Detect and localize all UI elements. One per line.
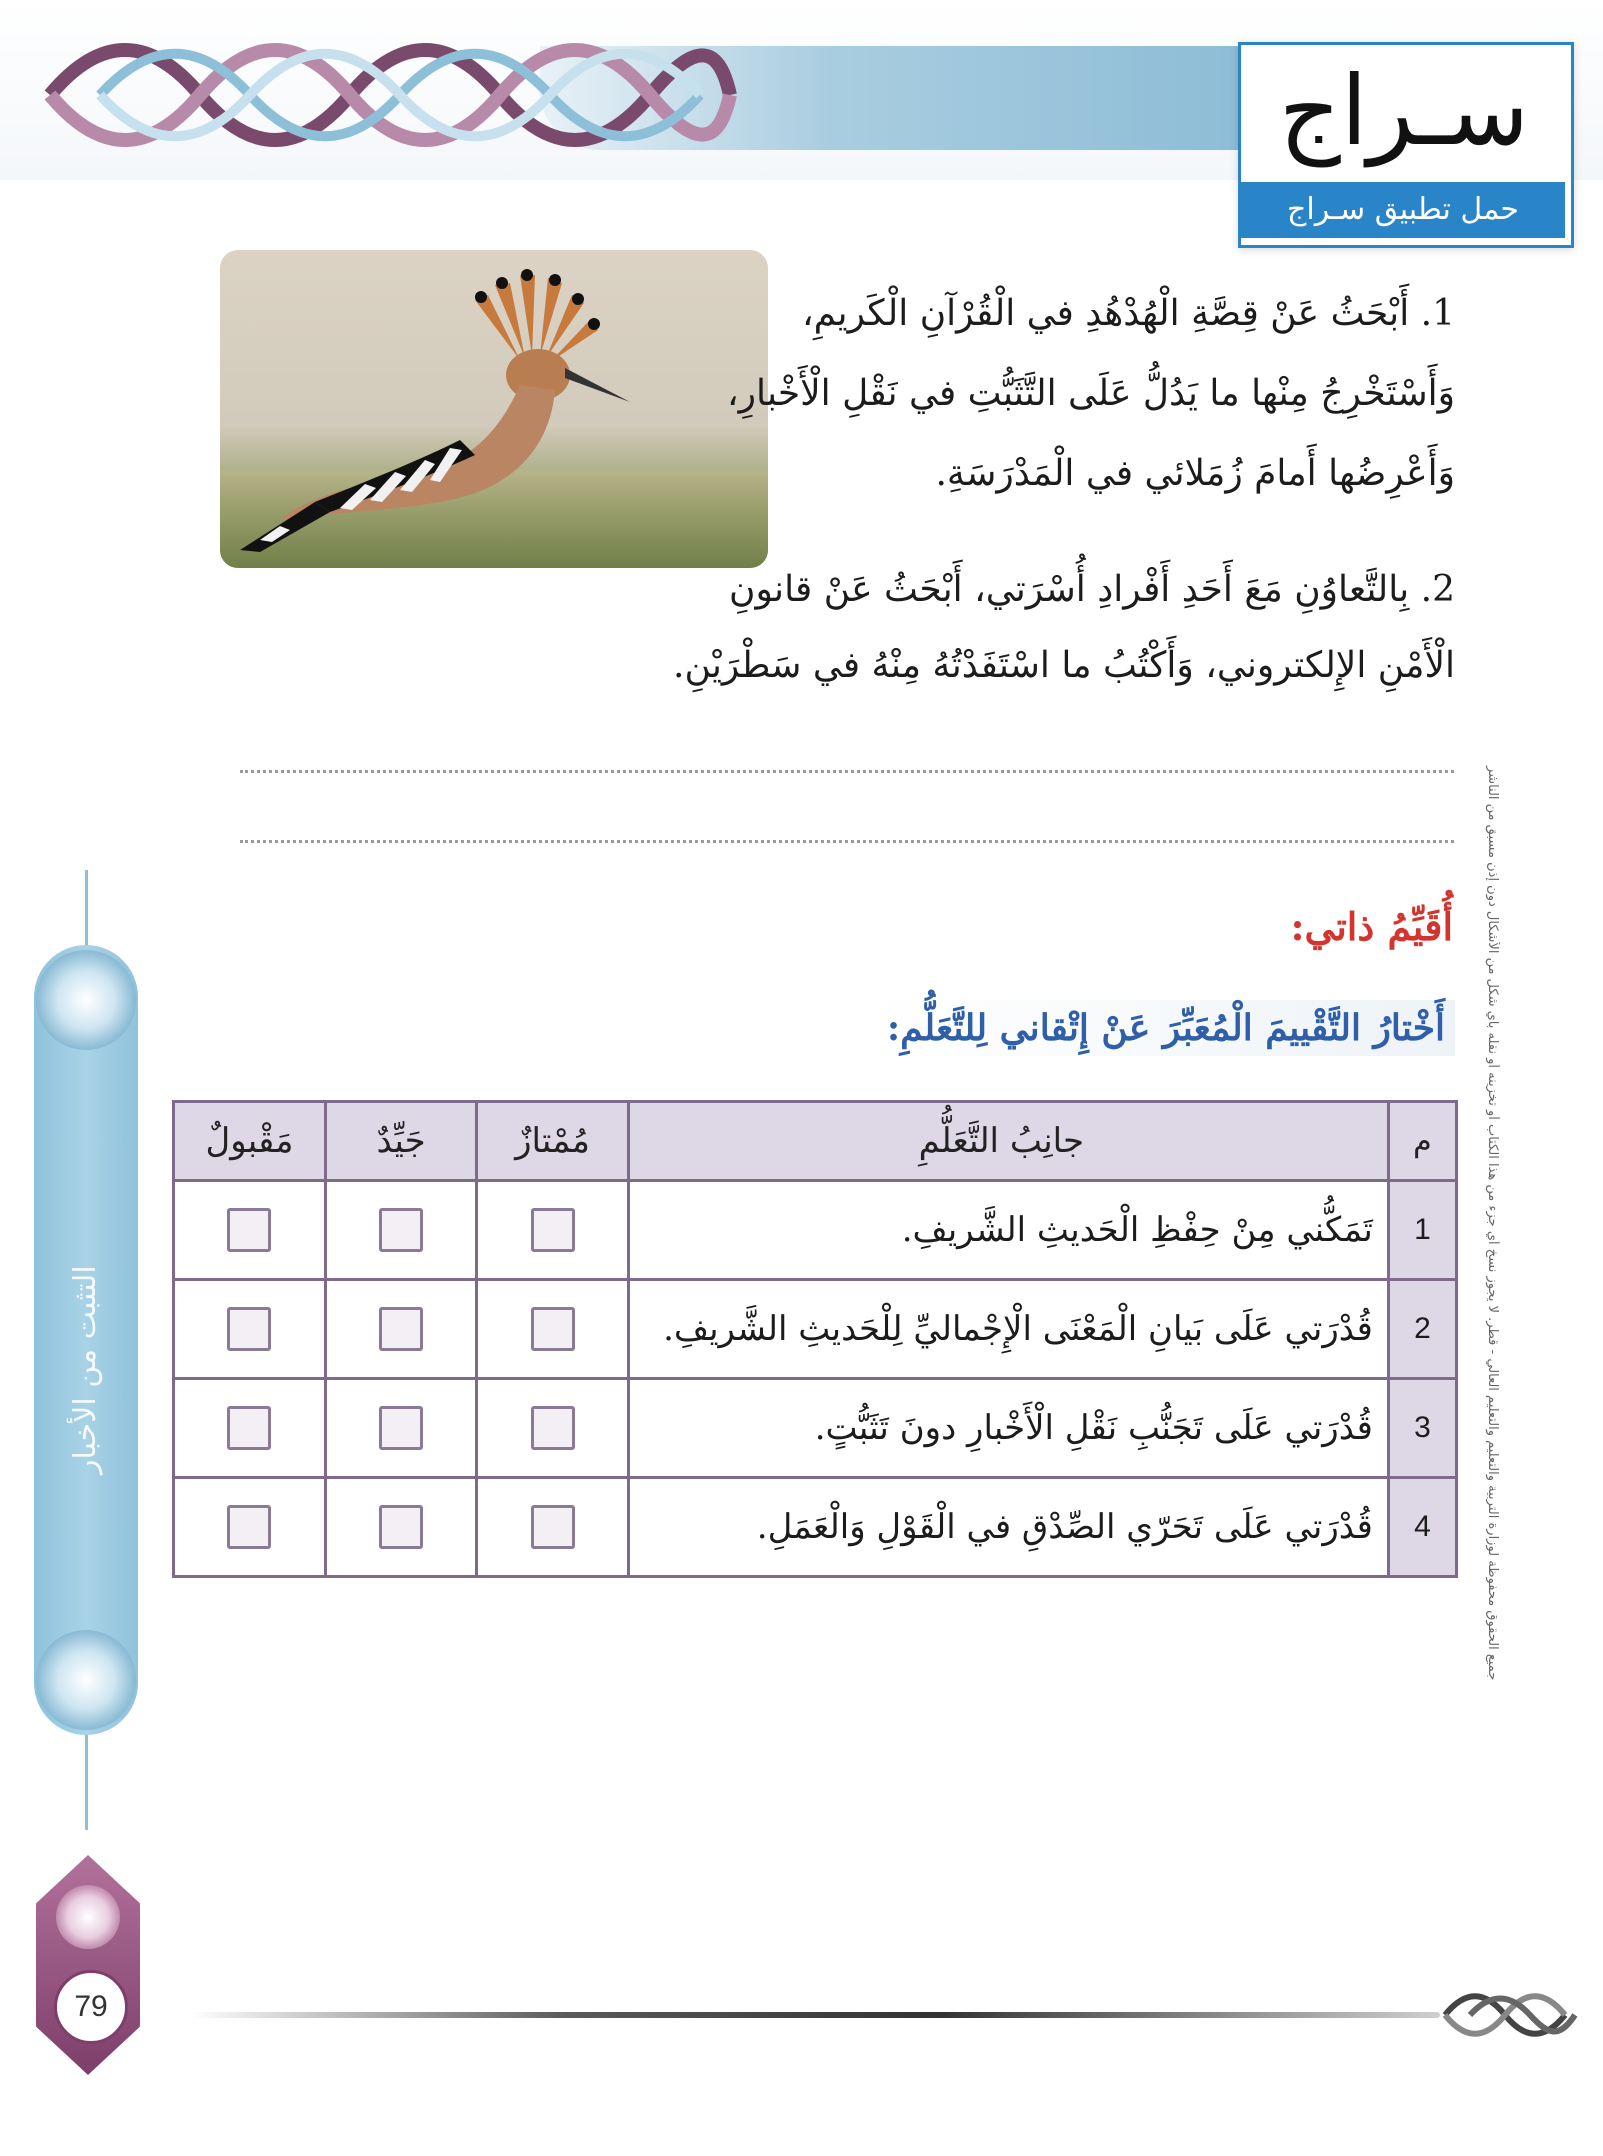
app-download-banner[interactable]: حمل تطبيق سـراج xyxy=(1241,182,1565,238)
excellent-cell xyxy=(477,1181,629,1280)
assessment-instruction: أَخْتارُ التَّقْييمَ الْمُعَبِّرَ عَنْ إِتْقاني لِلتَّعَلُّمِ: xyxy=(873,1000,1455,1056)
excellent-cell xyxy=(477,1379,629,1478)
logo-text: سـراج xyxy=(1278,55,1530,167)
header-num: م xyxy=(1388,1102,1456,1181)
good-cell xyxy=(325,1280,476,1379)
footer-rule xyxy=(190,2012,1440,2018)
row-num: 2 xyxy=(1388,1280,1456,1379)
good-checkbox[interactable] xyxy=(379,1208,423,1252)
answer-line-1[interactable] xyxy=(240,770,1454,773)
medallion-icon xyxy=(36,950,136,1050)
header-acceptable: مَقْبولٌ xyxy=(174,1102,326,1181)
excellent-checkbox[interactable] xyxy=(531,1406,575,1450)
medallion-icon xyxy=(36,1630,136,1730)
hoopoe-photo xyxy=(220,250,768,568)
excellent-cell xyxy=(477,1280,629,1379)
self-assessment-title: أُقَيِّمُ ذاتي: xyxy=(1290,904,1453,949)
row-aspect: تَمَكُّني مِنْ حِفْظِ الْحَديثِ الشَّريفِ. xyxy=(628,1181,1388,1280)
excellent-checkbox[interactable] xyxy=(531,1307,575,1351)
footer-braid-ornament xyxy=(1440,1985,1580,2045)
row-aspect: قُدْرَتي عَلَى بَيانِ الْمَعْنَى الْإِجْماليِّ لِلْحَديثِ الشَّريفِ. xyxy=(628,1280,1388,1379)
acceptable-checkbox[interactable] xyxy=(227,1208,271,1252)
good-cell xyxy=(325,1478,476,1577)
copyright-notice: جميع الحقوق محفوظة لوزارة التربية والتعليم والتعليم العالي - قطر. لا يجوز نسخ أي جزء من هذا الكتاب أو تخزينه أو نقله بأي شكل من الأشكال دون إذن مسبق من الناشر xyxy=(1485,765,1500,1680)
acceptable-cell xyxy=(174,1280,326,1379)
acceptable-cell xyxy=(174,1181,326,1280)
hoopoe-illustration xyxy=(220,250,768,568)
excellent-checkbox[interactable] xyxy=(531,1208,575,1252)
table-row xyxy=(174,1181,1457,1280)
table-row xyxy=(174,1379,1457,1478)
table-header-row xyxy=(174,1102,1457,1181)
acceptable-cell xyxy=(174,1379,326,1478)
activity-1-line-1: 1. أَبْحَثُ عَنْ قِصَّةِ الْهُدْهُدِ في الْقُرْآنِ الْكَريمِ، xyxy=(801,293,1455,334)
row-aspect: قُدْرَتي عَلَى تَجَنُّبِ نَقْلِ الْأَخْبارِ دونَ تَثَبُّتٍ. xyxy=(628,1379,1388,1478)
braid-ornament xyxy=(40,30,740,160)
header-aspect: جانِبُ التَّعَلُّمِ xyxy=(628,1102,1388,1181)
table-row xyxy=(174,1478,1457,1577)
table-row xyxy=(174,1280,1457,1379)
row-num: 4 xyxy=(1388,1478,1456,1577)
assessment-table xyxy=(172,1100,1458,1578)
page-number: 79 xyxy=(54,1970,128,2044)
chapter-title: التثبت من الأخبار xyxy=(68,1265,103,1475)
acceptable-checkbox[interactable] xyxy=(227,1406,271,1450)
answer-line-2[interactable] xyxy=(240,840,1454,843)
activity-1-line-3: وَأَعْرِضُها أَمامَ زُمَلائي في الْمَدْرَسَةِ. xyxy=(935,453,1455,494)
activity-2-line-2: الْأَمْنِ الإِلكتروني، وَأَكْتُبُ ما اسْتَفَدْتُهُ مِنْهُ في سَطْرَيْنِ. xyxy=(673,645,1455,686)
activity-2-line-1: 2. بِالتَّعاوُنِ مَعَ أَحَدِ أَفْرادِ أُسْرَتي، أَبْحَثُ عَنْ قانونِ xyxy=(729,569,1455,610)
row-aspect: قُدْرَتي عَلَى تَحَرّي الصِّدْقِ في الْقَوْلِ وَالْعَمَلِ. xyxy=(628,1478,1388,1577)
header-good: جَيِّدٌ xyxy=(325,1102,476,1181)
row-num: 3 xyxy=(1388,1379,1456,1478)
rosette-icon xyxy=(56,1885,120,1949)
good-checkbox[interactable] xyxy=(379,1307,423,1351)
activity-1-line-2: وَأَسْتَخْرِجُ مِنْها ما يَدُلُّ عَلَى التَّثَبُّتِ في نَقْلِ الْأَخْبارِ، xyxy=(727,373,1455,414)
good-checkbox[interactable] xyxy=(379,1505,423,1549)
acceptable-cell xyxy=(174,1478,326,1577)
row-num: 1 xyxy=(1388,1181,1456,1280)
header-excellent: مُمْتازٌ xyxy=(477,1102,629,1181)
excellent-cell xyxy=(477,1478,629,1577)
good-cell xyxy=(325,1379,476,1478)
acceptable-checkbox[interactable] xyxy=(227,1505,271,1549)
good-checkbox[interactable] xyxy=(379,1406,423,1450)
acceptable-checkbox[interactable] xyxy=(227,1307,271,1351)
good-cell xyxy=(325,1181,476,1280)
excellent-checkbox[interactable] xyxy=(531,1505,575,1549)
